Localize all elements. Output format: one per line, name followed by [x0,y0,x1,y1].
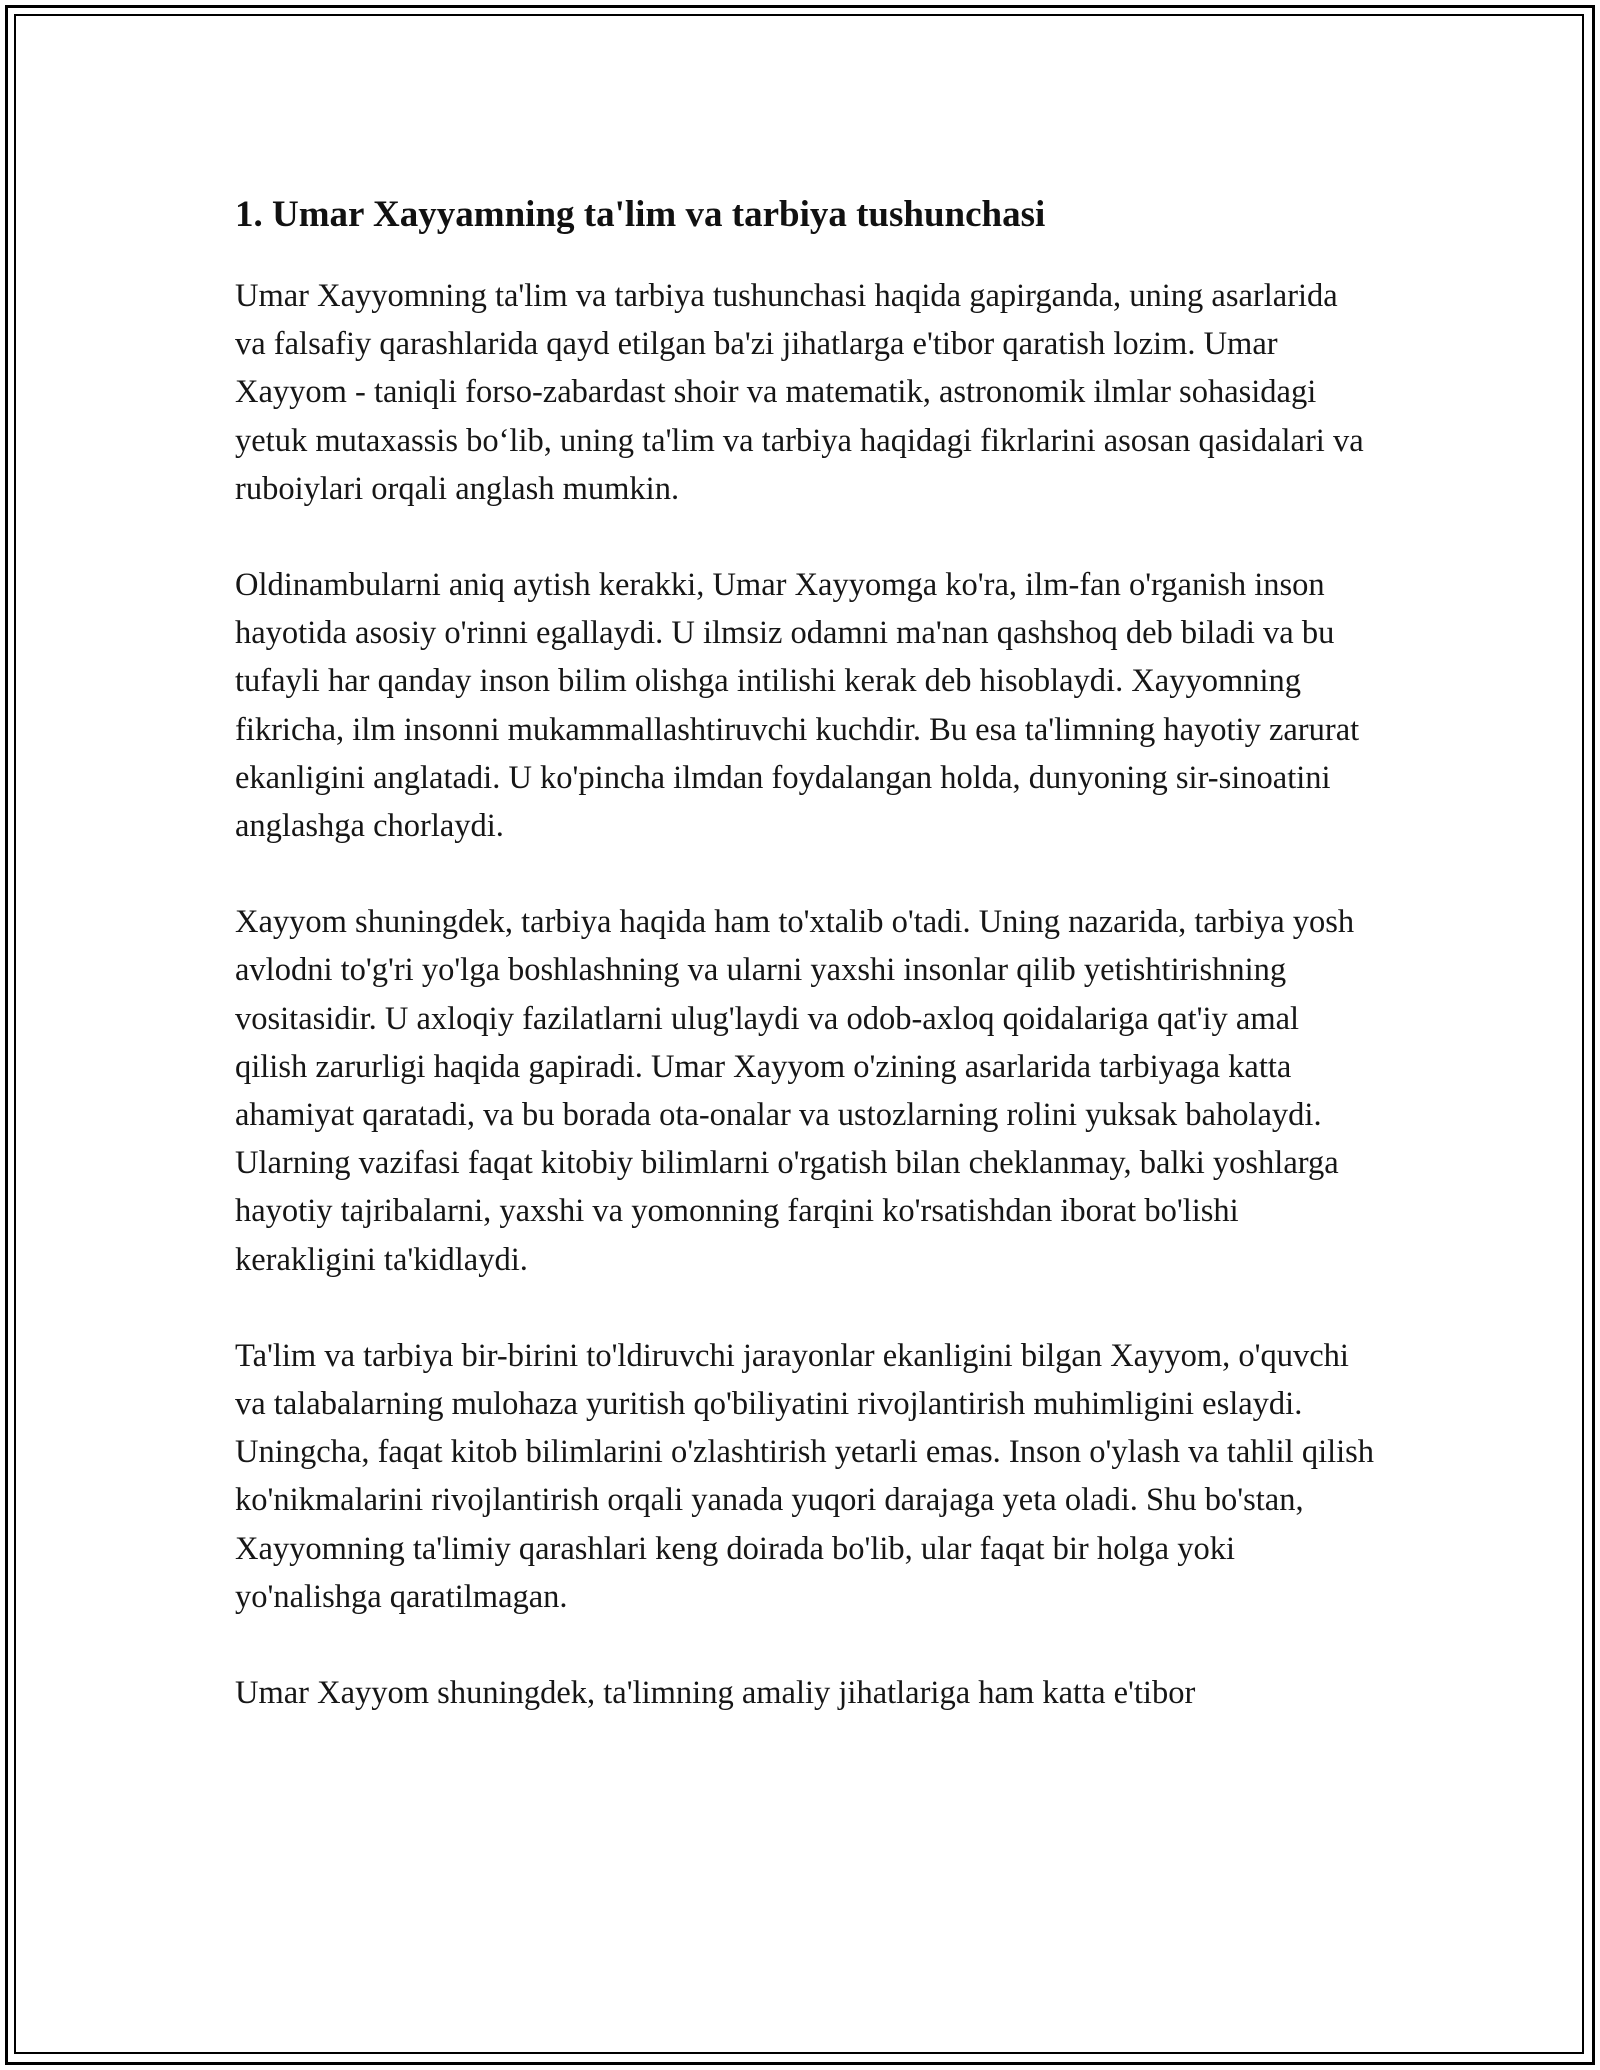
paragraph-5: Umar Xayyom shuningdek, ta'limning amaliy jihatlariga ham katta e'tibor [235,1675,1196,1712]
paragraph-3: Xayyom shuningdek, tarbiya haqida ham to'xtalib o'tadi. Uning nazarida, tarbiya yosh avlodni to'g'ri yo'lga boshlashning va ularni yaxshi insonlar qilib yetishtirishning vositasidir. U axloqiy fazilatlarni ulug'laydi va odob-axloq qoidalariga qat'iy amal qilish zarurligi haqida gapiradi. Umar Xayyom o'zining asarlarida tarbiyaga katta ahamiyat qaratadi, va bu borada ota-onalar va ustozlarning rolini yuksak baholaydi. Ularning vazifasi faqat kitobiy bilimlarni o'rgatish bilan cheklanmay, balki yoshlarga hayotiy tajribalarni, yaxshi va yomonning farqini ko'rsatishdan iborat bo'lishi kerakligini ta'kidlaydi. [235,904,1355,1278]
paragraph-2: Oldinambularni aniq aytish kerakki, Umar Xayyomga ko'ra, ilm-fan o'rganish inson hayotida asosiy o'rinni egallaydi. U ilmsiz odamni ma'nan qashshoq deb biladi va bu tufayli har qanday inson bilim olishga intilishi kerak deb hisoblaydi. Xayyomning fikricha, ilm insonni mukammallashtiruvchi kuchdir. Bu esa ta'limning hayotiy zarurat ekanligini anglatadi. U ko'pincha ilmdan foydalangan holda, dunyoning sir-sinoatini anglashga chorlaydi. [235,567,1360,845]
page-title: 1. Umar Xayyamning ta'lim va tarbiya tushunchasi [235,194,1046,235]
document-body [235,188,1375,1765]
paragraph-4: Ta'lim va tarbiya bir-birini to'ldiruvchi jarayonlar ekanligini bilgan Xayyom, o'quvchi va talabalarning mulohaza yuritish qo'biliyatini rivojlantirish muhimligini eslaydi. Uningcha, faqat kitob bilimlarini o'zlashtirish yetarli emas. Inson o'ylash va tahlil qilish ko'nikmalarini rivojlantirish orqali yanada yuqori darajaga yeta oladi. Shu bo'stan, Xayyomning ta'limiy qarashlari keng doirada bo'lib, ular faqat bir holga yoki yo'nalishga qaratilmagan. [235,1337,1375,1615]
paragraph-1: Umar Xayyomning ta'lim va tarbiya tushunchasi haqida gapirganda, uning asarlarida va falsafiy qarashlarida qayd etilgan ba'zi jihatlarga e'tibor qaratish lozim. Umar Xayyom - taniqli forso-zabardast shoir va matematik, astronomik ilmlar sohasidagi yetuk mutaxassis bo‘lib, uning ta'lim va tarbiya haqidagi fikrlarini asosan qasidalari va ruboiylari orqali anglash mumkin. [235,278,1364,507]
